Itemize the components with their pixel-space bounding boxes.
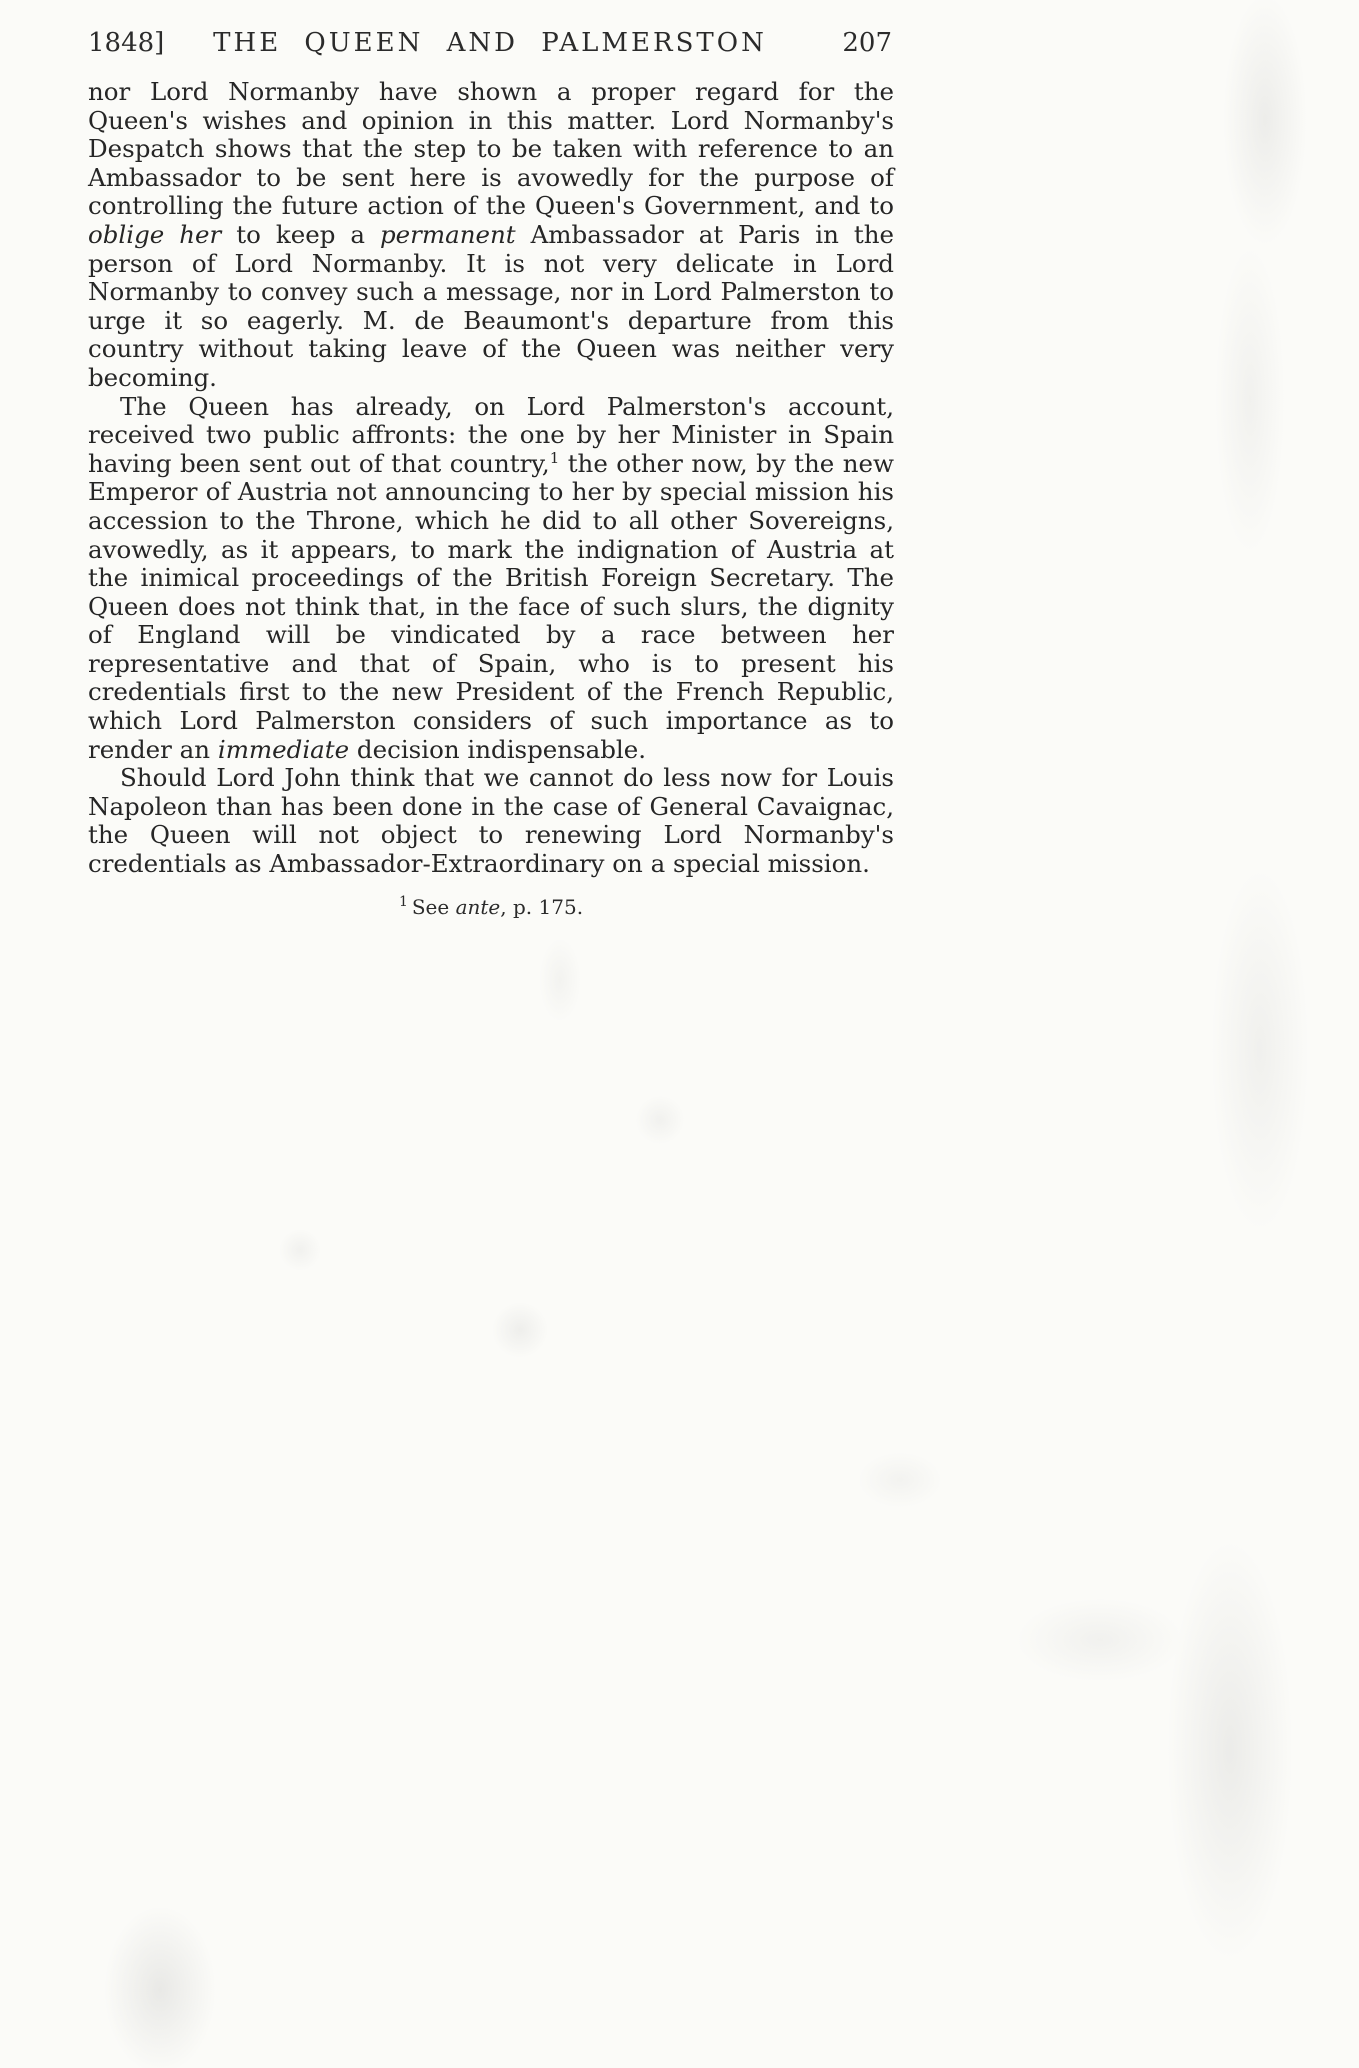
text-segment: decision indispensable.	[349, 734, 647, 764]
footnote-text: , p. 175.	[500, 894, 584, 919]
paragraph-1	[88, 78, 894, 393]
header-page-number: 207	[842, 28, 892, 58]
text-segment: to keep a	[221, 219, 380, 249]
footnote-text: See	[411, 894, 456, 919]
italic-segment: permanent	[379, 219, 516, 249]
footnote-italic: ante	[455, 894, 501, 919]
text-segment: nor Lord Normanby have shown a proper regard for the Queen's wishes and opinion in this matter. Lord Normanby's Despatch shows that the step to be taken with reference to an Ambassador to be sent here is avowedly for the purpose of controlling the future action of the Queen's Government, and to	[88, 77, 894, 221]
paragraph-3	[88, 764, 894, 878]
header-title: THE QUEEN AND PALMERSTON	[213, 28, 767, 58]
footnote-marker: 1	[549, 448, 560, 467]
text-segment: the other now, by the new Emperor of Austria not announcing to her by special mission his accession to the Throne, which he did to all other Sovereigns, avowedly, as it appears, to mark the indignation of Austria at the inimical proceedings of the British Foreign Secretary. The Queen does not think that, in the face of such slurs, the dignity of England will be vindicated by a race between her representative and that of Spain, who is to present his credentials first to the new President of the French Republic, which Lord Palmerston considers of such importance as to render an	[88, 448, 894, 764]
text-segment: Ambassador at Paris in the person of Lord Normanby. It is not very delicate in Lord Normanby to convey such a message, nor in Lord Palmerston to urge it so eagerly. M. de Beaumont's departure from this country without taking leave of the Queen was neither very becoming.	[88, 219, 894, 392]
text-segment: Should Lord John think that we cannot do less now for Louis Napoleon than has been done in the case of General Cavaignac, the Queen will not object to renewing Lord Normanby's credentials as Ambassador-Extraordinary on a special mission.	[88, 763, 894, 879]
header-year: 1848]	[88, 28, 165, 58]
paragraph-2	[88, 393, 894, 765]
footnote	[88, 895, 894, 919]
italic-segment: oblige her	[88, 219, 222, 249]
page-header	[88, 28, 892, 66]
footnote-number: 1	[398, 893, 408, 910]
text-block	[88, 78, 894, 879]
text-segment: The Queen has already, on Lord Palmerston's account, received two public affronts: the one by her Minister in Spain having been sent out of that country,	[88, 391, 894, 478]
italic-segment: immediate	[217, 734, 350, 764]
